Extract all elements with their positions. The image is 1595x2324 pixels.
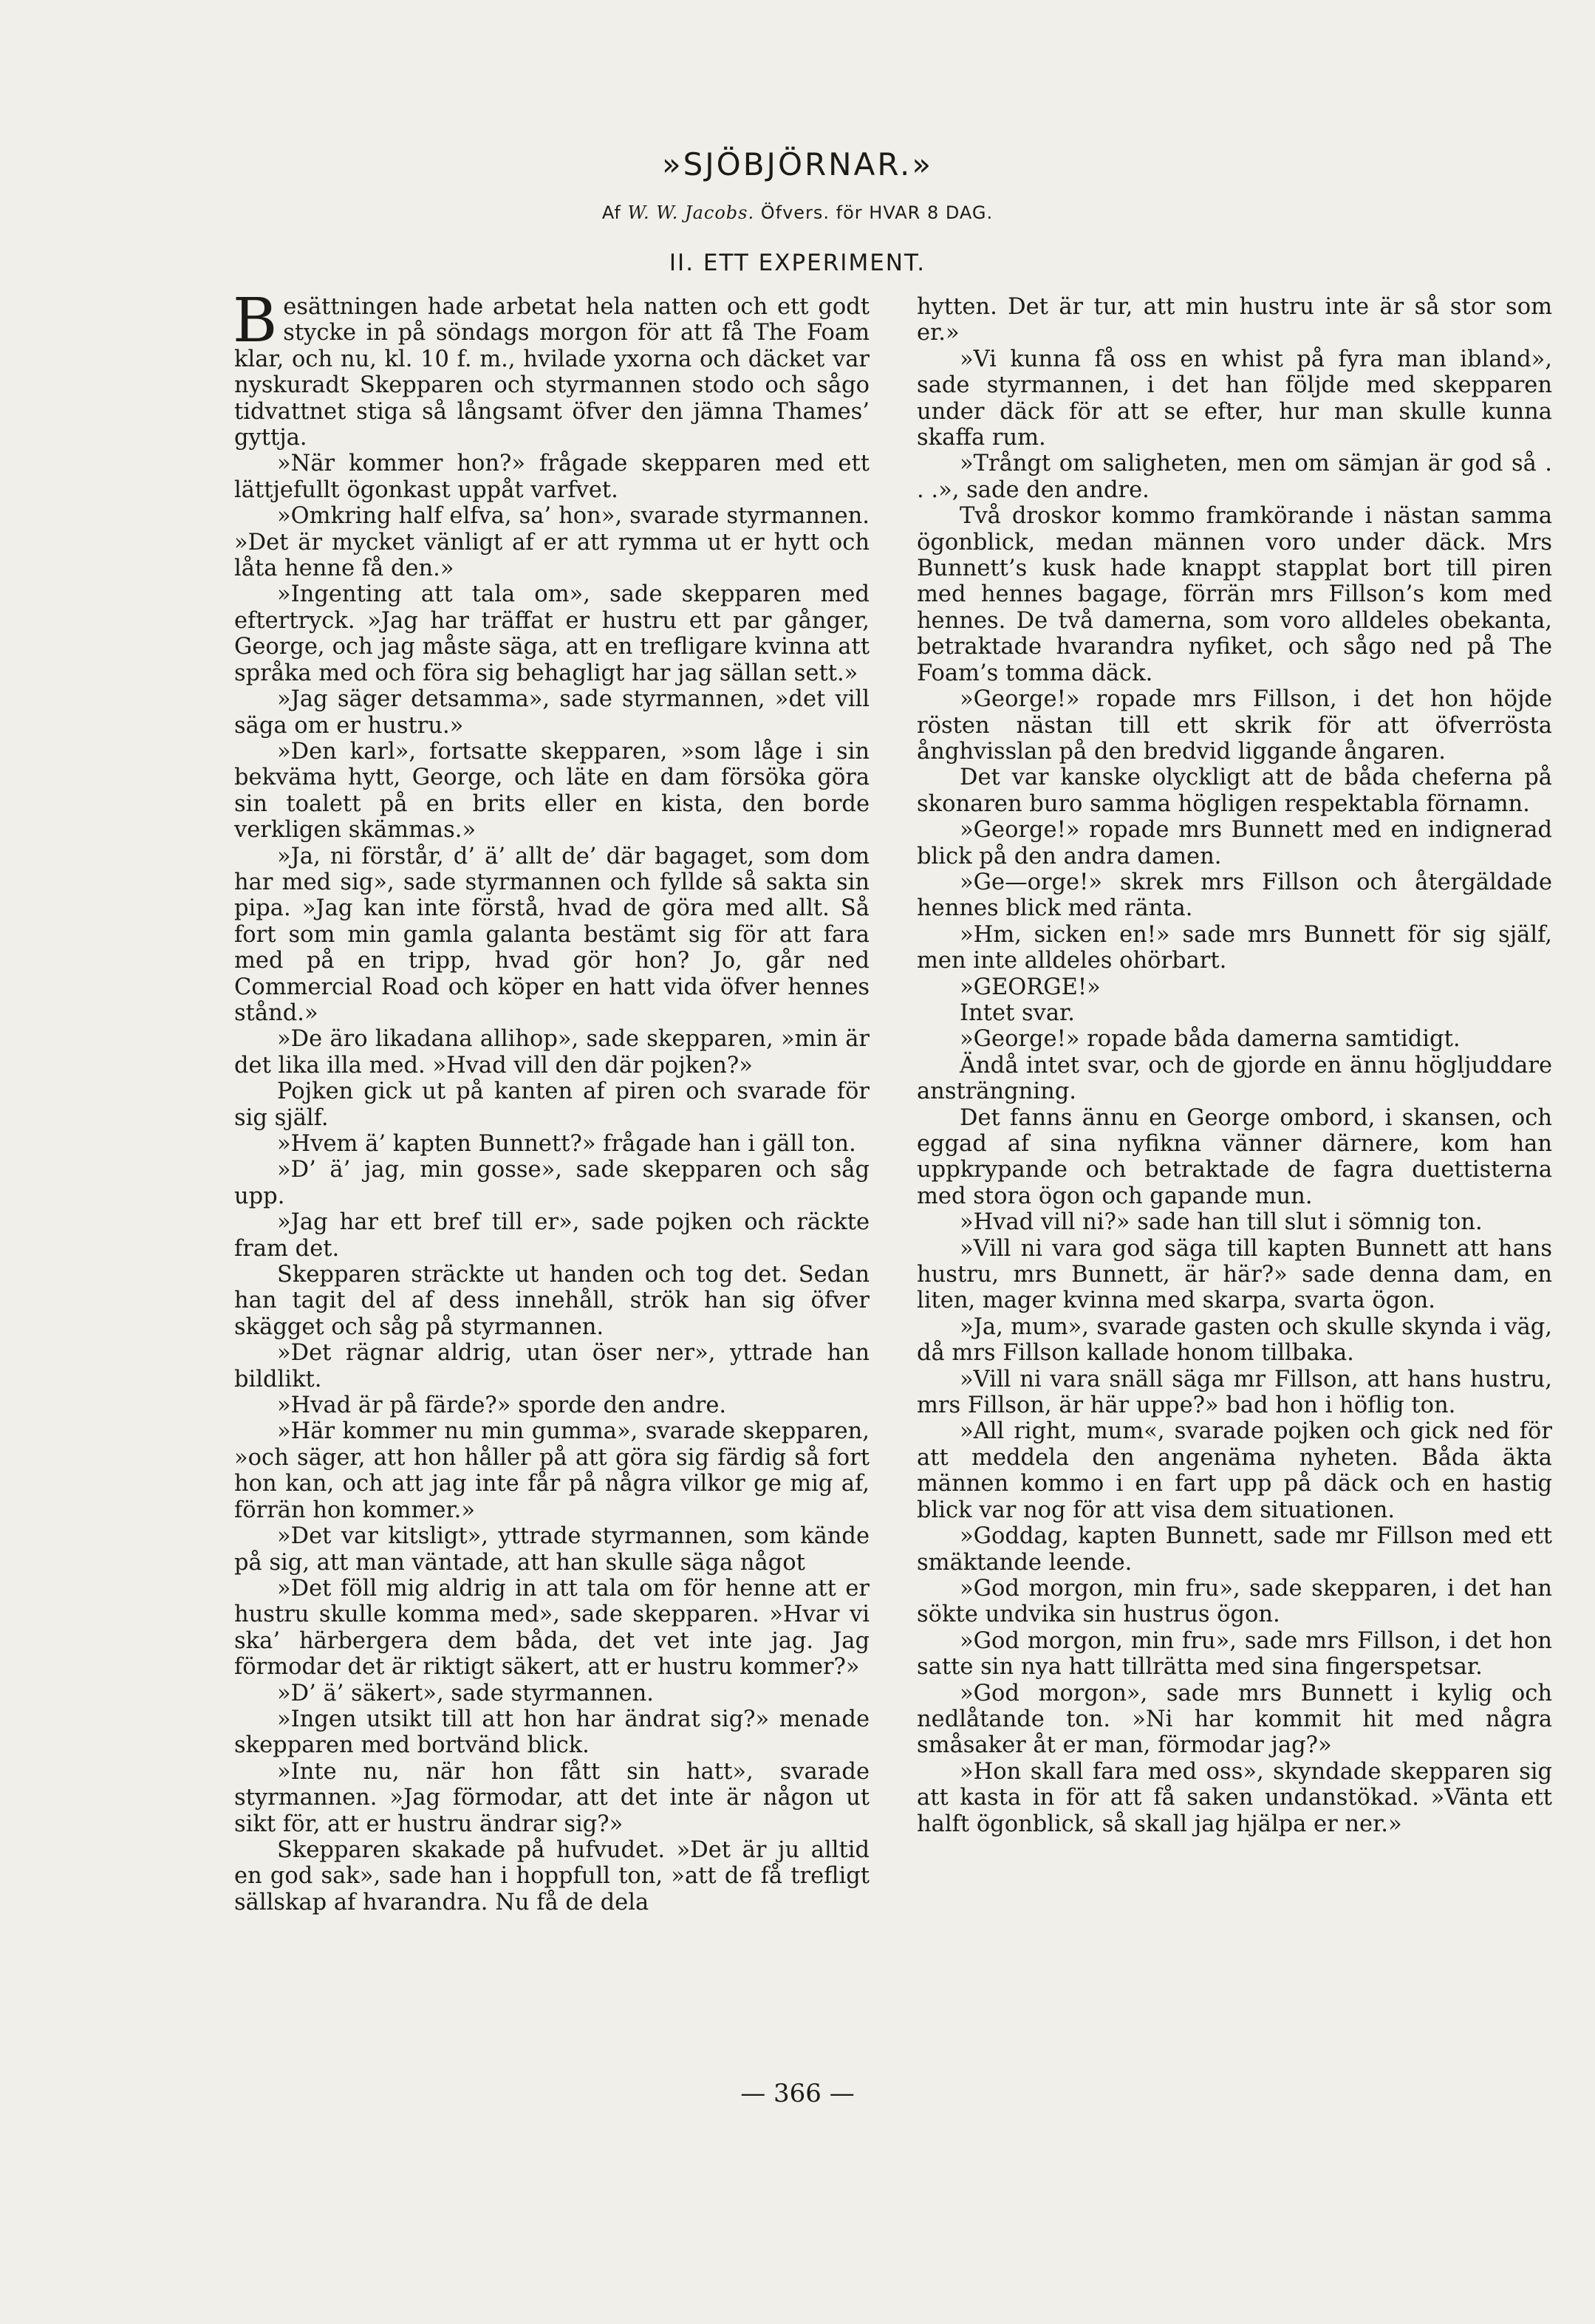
left-column — [233, 286, 870, 1915]
paragraph — [233, 286, 870, 451]
paragraph: »Goddag, kapten Bunnett, sade mr Fillson med ett smäktande leende. — [917, 1523, 1552, 1576]
chapter-heading: II. ETT EXPERIMENT. — [669, 250, 926, 276]
paragraph: »Ingenting att tala om», sade skepparen med eftertryck. »Jag har träffat er hustru ett par gånger, George, och jag måste säga, att en trefligare kvinna att språka med och föra sig behagligt har jag sällan sett.» — [234, 581, 870, 686]
paragraph: »Det föll mig aldrig in att tala om för henne att er hustru skulle komma med», sade skepparen. »Hvar vi ska’ härbergera dem båda, det vet inte jag. Jag förmodar det är riktigt säkert, att er hustru kommer?» — [234, 1575, 870, 1681]
paragraph: »George!» ropade mrs Fillson, i det hon höjde rösten nästan till ett skrik för att öfverrösta ånghvisslan på den bredvid liggande ångaren. — [917, 686, 1552, 765]
paragraph: »Omkring half elfva, sa’ hon», svarade styrmannen. »Det är mycket vänligt af er att rymma ut er hytt och låta henne få den.» — [234, 503, 870, 582]
paragraph: »Det var kitsligt», yttrade styrmannen, som kände på sig, att man väntade, att han skulle säga något — [234, 1523, 870, 1576]
translation-note: Öfvers. för HVAR 8 DAG. — [760, 202, 994, 223]
paragraph: »GEORGE!» — [960, 974, 1101, 1000]
paragraph: »Vill ni vara god säga till kapten Bunnett att hans hustru, mrs Bunnett, är här?» sade denna dam, en liten, mager kvinna med skarpa, svarta ögon. — [917, 1235, 1552, 1314]
paragraph: »Vi kunna få oss en whist på fyra man ibland», sade styrmannen, i det han följde med skepparen under däck för att se efter, hur man skulle kunna skaffa rum. — [917, 346, 1552, 451]
paragraph: »Ja, mum», svarade gasten och skulle skynda i väg, då mrs Fillson kallade honom tillbaka. — [917, 1313, 1552, 1367]
paragraph: hytten. Det är tur, att min hustru inte är så stor som er.» — [917, 294, 1552, 346]
paragraph: »God morgon, min fru», sade mrs Fillson, i det hon satte sin nya hatt tillrätta med sina fingerspetsar. — [917, 1627, 1552, 1681]
paragraph: »De äro likadana allihop», sade skepparen, »min är det lika illa med. »Hvad vill den där pojken?» — [234, 1026, 870, 1079]
drop-cap: B — [233, 286, 278, 356]
paragraph: Pojken gick ut på kanten af piren och svarade för sig själf. — [234, 1079, 870, 1131]
paragraph: »Ja, ni förstår, d’ ä’ allt de’ där bagaget, som dom har med sig», sade styrmannen och fyllde så sakta sin pipa. »Jag kan inte förstå, hvad de göra med allt. Så fort som min gamla galanta bestämt sig för att fara med på en tripp, hvad gör hon? Jo, går ned Commercial Road och köper en hatt vida öfver hennes stånd.» — [234, 843, 870, 1026]
paragraph: Det fanns ännu en George ombord, i skansen, och eggad af sina nyfikna vänner därnere, kom han uppkrypande och betraktade de fagra duettisterna med stora ögon och gapande mun. — [917, 1104, 1552, 1209]
paragraph: »Jag har ett bref till er», sade pojken och räckte fram det. — [234, 1209, 870, 1262]
right-column — [917, 294, 1552, 1837]
paragraph: Skepparen sträckte ut handen och tog det. Sedan han tagit del af dess innehåll, strök han sig öfver skägget och såg på styrmannen. — [234, 1262, 870, 1340]
paragraph: »Trångt om saligheten, men om sämjan är god så . . .», sade den andre. — [917, 451, 1552, 503]
paragraph-text: esättningen hade arbetat hela natten och ett godt stycke in på söndags morgon för att få The Foam klar, och nu, kl. 10 f. m., hvilade yxorna och däcket var nyskuradt Skepparen och styrmannen stodo och sågo tidvattnet stiga så långsamt öfver den jämna Thames’ gyttja. — [234, 294, 870, 451]
paragraph: »Hvem ä’ kapten Bunnett?» frågade han i gäll ton. — [277, 1131, 856, 1157]
paragraph: »Hvad vill ni?» sade han till slut i sömnig ton. — [960, 1209, 1483, 1236]
paragraph: Skepparen skakade på hufvudet. »Det är ju alltid en god sak», sade han i hoppfull ton, »att de få trefligt sällskap af hvarandra. Nu få de dela — [234, 1836, 870, 1915]
paragraph: »All right, mum«, svarade pojken och gick ned för att meddela den angenäma nyheten. Båda äkta männen kommo i en fart upp på däck och en hastig blick var nog för att visa dem situationen. — [917, 1418, 1552, 1523]
paragraph: Två droskor kommo framkörande i nästan samma ögonblick, medan männen voro under däck. Mrs Bunnett’s kusk hade knappt stapplat bort till piren med hennes bagage, förrän mrs Fillson’s kom med hennes. De två damerna, som voro alldeles obekanta, betraktade hvarandra nyfiket, och sågo ned på The Foam’s tomma däck. — [917, 503, 1552, 686]
paragraph: »Inte nu, när hon fått sin hatt», svarade styrmannen. »Jag förmodar, att det inte är någon ut sikt för, att er hustru ändrar sig?» — [234, 1758, 870, 1837]
paragraph: »D’ ä’ jag, min gosse», sade skepparen och såg upp. — [234, 1157, 870, 1209]
paragraph: »Hvad är på färde?» sporde den andre. — [277, 1392, 727, 1419]
paragraph: »Vill ni vara snäll säga mr Fillson, att hans hustru, mrs Fillson, är här uppe?» bad hon i höflig ton. — [917, 1366, 1552, 1419]
paragraph: »Det rägnar aldrig, utan öser ner», yttrade han bildlikt. — [234, 1340, 870, 1392]
byline — [0, 202, 1595, 223]
paragraph: »George!» ropade mrs Bunnett med en indignerad blick på den andra damen. — [917, 817, 1552, 869]
paragraph: »Här kommer nu min gumma», svarade skepparen, »och säger, att hon håller på att göra sig färdig så fort hon kan, och att jag inte får på några vilkor ge mig af, förrän hon kommer.» — [234, 1418, 870, 1523]
paragraph: »Ge—orge!» skrek mrs Fillson och återgäldade hennes blick med ränta. — [917, 869, 1552, 922]
page-number: — 366 — — [740, 2079, 855, 2108]
author-name: W. W. Jacobs. — [627, 202, 755, 223]
paragraph: »Hm, sicken en!» sade mrs Bunnett för sig själf, men inte alldeles ohörbart. — [917, 921, 1552, 974]
paragraph: »God morgon, min fru», sade skepparen, i det han sökte undvika sin hustrus ögon. — [917, 1575, 1552, 1628]
paragraph: Intet svar. — [960, 999, 1075, 1026]
paragraph: »Den karl», fortsatte skepparen, »som låge i sin bekväma hytt, George, och läte en dam försöka göra sin toalett på en brits eller en kista, den borde verkligen skämmas.» — [234, 738, 870, 844]
paragraph: »Jag säger detsamma», sade styrmannen, »det vill säga om er hustru.» — [234, 686, 870, 739]
paragraph: »Hon skall fara med oss», skyndade skepparen sig att kasta in för att få saken undanstökad. »Vänta ett halft ögonblick, så skall jag hjälpa er ner.» — [917, 1758, 1552, 1837]
paragraph: »D’ ä’ säkert», sade styrmannen. — [277, 1680, 654, 1706]
paragraph: »Ingen utsikt till att hon har ändrat sig?» menade skepparen med bortvänd blick. — [234, 1706, 870, 1759]
paragraph: »När kommer hon?» frågade skepparen med ett lättjefullt ögonkast uppåt varfvet. — [234, 451, 870, 503]
paragraph: Det var kanske olyckligt att de båda cheferna på skonaren buro samma högligen respektabla förnamn. — [917, 765, 1552, 817]
paragraph: »George!» ropade båda damerna samtidigt. — [960, 1026, 1461, 1053]
byline-prefix: Af — [601, 202, 621, 223]
paragraph: Ändå intet svar, och de gjorde en ännu högljuddare ansträngning. — [917, 1052, 1552, 1105]
story-title: »SJÖBJÖRNAR.» — [661, 146, 934, 182]
paragraph: »God morgon», sade mrs Bunnett i kylig och nedlåtande ton. »Ni har kommit hit med några småsaker åt er man, förmodar jag?» — [917, 1680, 1552, 1759]
